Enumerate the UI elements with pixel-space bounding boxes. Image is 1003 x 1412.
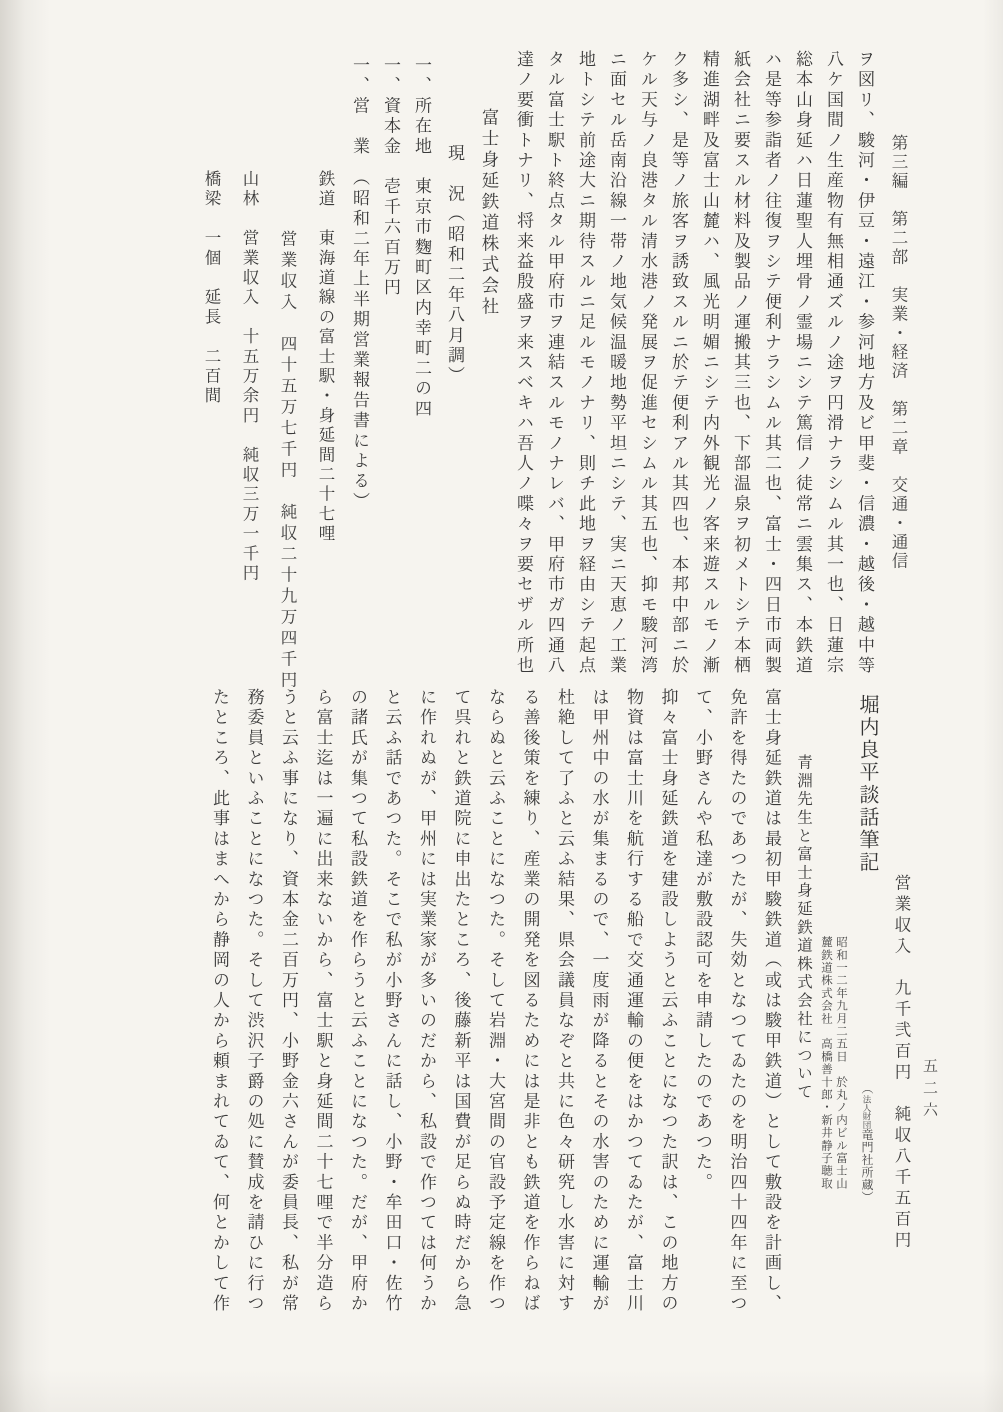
talk-record-title-text: 堀内良平談話筆記 [856,694,878,874]
business-line-forest: 山林 営業収入 十五万余円 純収三万一千円 [240,170,259,584]
attribution-line: 麓鉄道株式会社 高橋善十郎・新井静子聴取 [820,936,832,1190]
paragraph-line: たところ、此事はまへから静岡の人から頼まれてゐて、何とかして作 [210,688,229,1315]
section-subtitle: 青淵先生と富士身延鉄道株式会社について [795,754,812,1102]
page-number: 五二六 [921,1058,937,1124]
company-section-title: 富士身延鉄道株式会社 [480,108,500,318]
text-column: 八ケ国間ノ生産物有無相通ズルノ途ヲ円滑ナラシムル其一也、日蓮宗 [824,50,843,677]
text-column: 総本山身延ハ日蓮聖人埋骨ノ霊場ニシテ篤信ノ徒常ニ雲集ス、本鉄道 [793,50,812,677]
paragraph-line: 抑々富士身延鉄道を建設しようと云ふことになつた訳は、この地方の [658,688,678,1315]
text-column: ニ面セル岳南沿線一帯ノ地気候温暖地勢平坦ニシテ、実ニ天恵ノ工業 [607,50,626,677]
paragraph-line: 杜絶して了ふと云ふ結果、県会議員なぞと共に色々研究し水害に対す [555,688,574,1315]
upper-register [65,50,917,695]
business-line-bridge-revenue: 営業収入 九千弐百円 純収八千五百円 [892,874,911,1252]
text-column: ケル天与ノ良港タル清水港ノ発展ヲ促進セシムル其五也、抑モ駿河湾 [638,50,657,677]
paragraph-line: て、小野さんや私達が敷設認可を申請したのであつた。 [693,688,712,1193]
status-heading: 現 況（昭和二年八月調） [445,144,464,387]
paragraph-line: 富士身延鉄道は最初甲駿鉄道（或は駿甲鉄道）として敷設を計画し、 [762,688,781,1315]
paragraph-line: 務委員といふことになつた。そして渋沢子爵の処に賛成を請ひに行つ [244,688,264,1315]
paragraph-line: うと云ふ事になり、資本金二百万円、小野金六さんが委員長、私が常 [279,688,298,1315]
text-column: ヲ図リ、駿河・伊豆・遠江・参河地方及ビ甲斐・信濃・越後・越中等 [855,50,874,677]
source-note [848,1082,886,1204]
text-column: 精進湖畔及富士山麓ハ、風光明媚ニシテ内外観光ノ客来遊スルモノ漸 [700,50,719,677]
list-item-business: 一、営 業 （昭和二年上半期営業報告書による） [350,56,369,513]
list-item-capital: 一、資本金 壱千六百万円 [381,56,400,299]
lower-register [65,688,917,1338]
paragraph-line: 物資は富士川を航行する船で交通運輸の便をはかつてゐたが、富士川 [624,688,643,1315]
source-note-body: 竜門社所蔵） [860,1128,874,1204]
paragraph-line: と云ふ話であつた。そこで私が小野さんに話し、小野・牟田口・佐竹 [382,688,402,1315]
source-note-warichu: 財団 法人 [862,1094,872,1129]
paragraph-line: ら富士迄は一遍に出来ないから、富士駅と身延間二十七哩で半分造ら [313,688,333,1315]
paragraph-line: に作れぬが、甲州には実業家が多いのだから、私設で作つては何うか [417,688,436,1315]
attribution-line: 昭和一二年九月二五日 於丸ノ内ビル富士山 [835,936,847,1190]
business-line-railway-revenue: 営業収入 四十五万七千円 純収二十九万四千円 [278,230,297,692]
text-column: ハ是等参詣者ノ往復ヲシテ便利ナラシムル其二也、富士・四日市両製 [762,50,781,677]
paragraph-line: る善後策を練り、産業の開発を図るためには是非とも鉄道を作らねば [520,688,540,1315]
business-line-railway: 鉄道 東海道線の富士駅・身延間二十七哩 [316,170,335,545]
list-item-location: 一、所在地 東京市麴町区内幸町二の四 [412,56,431,420]
text-column: 紙会社ニ要スル材料及製品ノ運搬其三也、下部温泉ヲ初メトシテ本栖 [731,50,750,677]
text-column: 達ノ要衝トナリ、将来益殷盛ヲ来スベキハ吾人ノ喋々ヲ要セザル所也 [514,50,533,677]
text-column: タル富士駅ト終点タル甲府市ヲ連結スルモノナレバ、甲府市ガ四通八 [545,50,564,677]
text-column: 地トシテ前途大ニ期待スルニ足ルモノナリ、則チ此地ヲ経由シテ起点 [576,50,595,677]
paragraph-line: の諸氏が集つて私設鉄道を作らうと云ふことになつた。だが、甲府か [348,688,367,1315]
talk-record-title [848,688,886,1338]
chapter-header: 第三編 第二部 実業・経済 第二章 交通・通信 [889,134,908,571]
source-note-open: （ [860,1082,874,1095]
paragraph-line: は甲州中の水が集まるので、一度雨が降るとその水害のために運輸が [589,688,609,1315]
text-column: ク多シ、是等ノ旅客ヲ誘致スルニ於テ便利アル其四也、本邦中部ニ於 [669,50,688,677]
paragraph-line: て呉れと鉄道院に申出たところ、後藤新平は国費が足らぬ時だから急 [451,688,471,1315]
paragraph-line: 免許を得たのであつたが、失効となつてゐたのを明治四十四年に至つ [727,688,747,1315]
business-line-bridge: 橋梁 一個 延長 二百間 [202,170,221,407]
paragraph-line: ならぬと云ふことになつた。そして岩淵・大宮間の官設予定線を作つ [486,688,505,1315]
